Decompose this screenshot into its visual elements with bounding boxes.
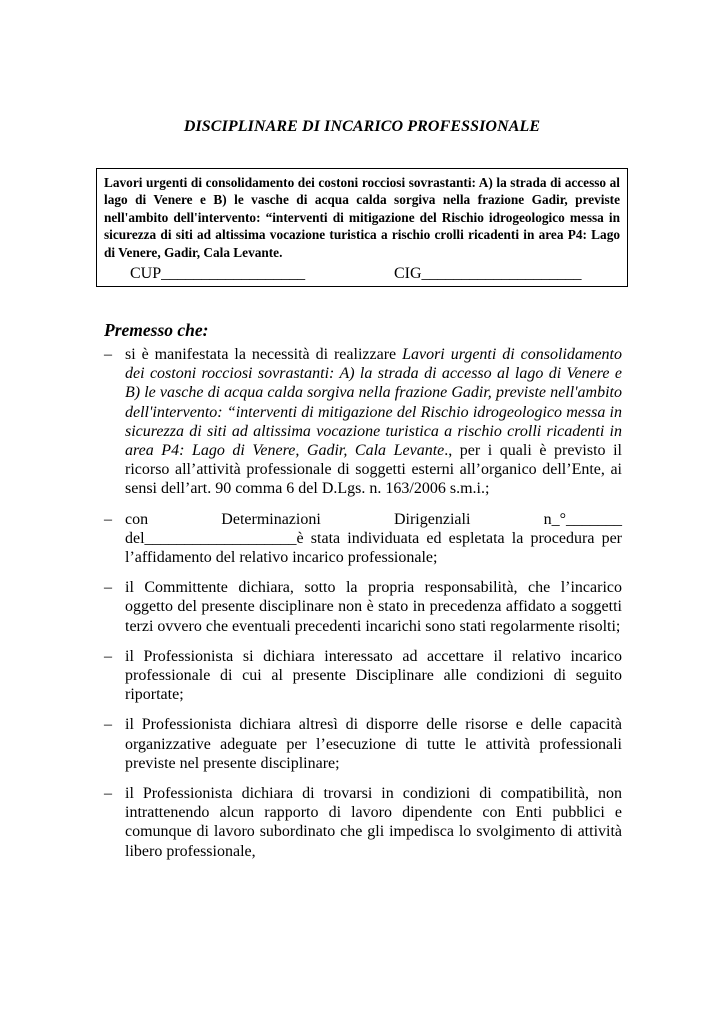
list-item [104, 345, 622, 499]
item-text: il Professionista dichiara altresì di disporre delle risorse e delle capacità organizzative adeguate per l’esecuzione di tutte le attività professionali previste nel presente disciplinare; [125, 716, 622, 772]
item-text: ., per i quali è previsto il ricorso all’attività professionale di soggetti esterni all’organico dell’Ente, ai sensi dell’art. 90 comma 6 del D.Lgs. n. 163/2006 s.m.i.; [125, 442, 623, 498]
list-item [104, 578, 622, 636]
bullet-dash: – [104, 716, 112, 734]
list-item [104, 784, 622, 861]
bullet-dash: – [104, 510, 112, 528]
item-text: del___________________è stata individuata ed espletata la procedura per l’affidamento del relativo incarico professionale; [125, 529, 622, 567]
bullet-dash: – [104, 346, 112, 363]
document-title: DISCIPLINARE DI INCARICO PROFESSIONALE [183, 118, 541, 135]
cig-field: CIG____________________ [394, 265, 582, 283]
item-text: il Committente dichiara, sotto la propria responsabilità, che l’incarico oggetto del presente disciplinare non è stato in precedenza affidato a soggetti terzi ovvero che eventuali precedenti incarichi sono stati regolarmente risolti; [125, 579, 622, 635]
project-description: Lavori urgenti di consolidamento dei costoni rocciosi sovrastanti: A) la strada di accesso al lago di Venere e B) le vasche di acqua calda sorgiva nella frazione Gadir, previste nell'ambito dell'intervento: “interventi di mitigazione del Rischio idrogeologico messa in sicurezza di siti ad altissima vocazione turistica a rischio crolli ricadenti in area P4: Lago di Venere, Gadir, Cala Levante. [104, 175, 620, 260]
list-item [104, 647, 622, 705]
item-word: con [125, 510, 149, 528]
project-box [96, 168, 628, 287]
project-codes [104, 263, 620, 285]
bullet-dash: – [104, 579, 112, 597]
cup-field: CUP__________________ [130, 265, 306, 283]
item-word: Dirigenziali [393, 510, 471, 528]
item-word: n_°_______ [543, 510, 622, 528]
item-word: Determinazioni [221, 510, 321, 528]
item-text: il Professionista dichiara di trovarsi in condizioni di compatibilità, non intrattenendo alcun rapporto di lavoro dipendente con Enti pubblici e comunque di lavoro subordinato che gli impedisca lo svolgimento di attività libero professionale, [125, 785, 622, 860]
item-spread-line [125, 510, 622, 529]
premesso-heading: Premesso che: [104, 320, 209, 340]
item-text: si è manifestata la necessità di realizzare [125, 346, 403, 363]
item-text: il Professionista si dichiara interessato ad accettare il relativo incarico professionale di cui al presente Disciplinare alle condizioni di seguito riportate; [125, 647, 622, 704]
premesso-list [104, 345, 622, 872]
list-item [104, 715, 622, 773]
bullet-dash: – [104, 785, 112, 803]
bullet-dash: – [104, 647, 112, 665]
list-item [104, 510, 622, 568]
item-italic-text: Lavori urgenti di consolidamento dei costoni rocciosi sovrastanti: A) la strada di accesso al lago di Venere e B) le vasche di acqua calda sorgiva nella frazione Gadir, previste nell'ambito dell'intervento: “interventi di mitigazione del Rischio idrogeologico messa in sicurezza di siti ad altissima vocazione turistica a rischio crolli ricadenti in area P4: Lago di Venere, Gadir, Cala Levante [125, 346, 622, 460]
